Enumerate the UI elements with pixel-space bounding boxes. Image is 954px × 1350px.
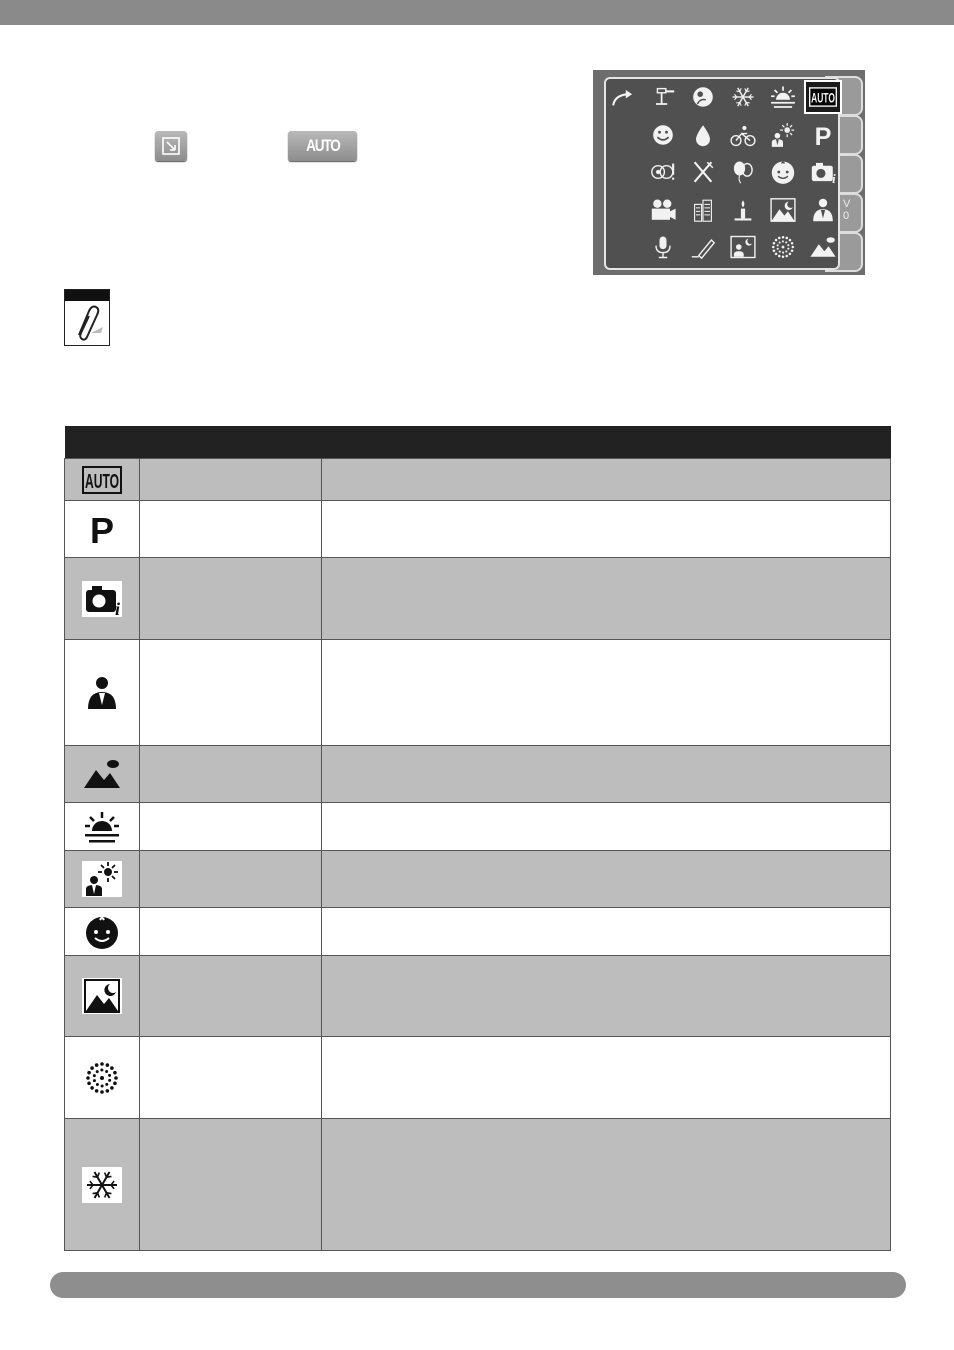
mode-name-cell	[140, 640, 322, 746]
mode-name-cell	[140, 1119, 322, 1251]
table-header-row	[65, 426, 891, 459]
mode-description-cell	[322, 459, 891, 501]
mode-name-cell	[140, 558, 322, 640]
table-row	[65, 851, 891, 908]
scene-cell-intelligent-scene[interactable]	[806, 157, 840, 187]
fireworks-icon	[82, 1069, 122, 1086]
mode-name-cell	[140, 501, 322, 558]
auto-mode-button[interactable]	[288, 131, 357, 161]
mode-description-cell	[322, 956, 891, 1037]
mode-description-cell	[322, 1119, 891, 1251]
voice-recording-icon	[649, 234, 677, 260]
mode-description-cell	[322, 558, 891, 640]
mode-description-cell	[322, 908, 891, 956]
header-icon	[65, 426, 140, 459]
auto-icon	[809, 84, 837, 110]
blink-icon	[649, 159, 677, 185]
mode-description-cell	[322, 851, 891, 908]
table-row	[65, 640, 891, 746]
smile-icon	[649, 122, 677, 148]
scene-cell-sports[interactable]	[726, 120, 760, 150]
night-landscape-icon	[769, 197, 797, 223]
text-mode-icon	[649, 84, 677, 110]
sports-icon	[729, 122, 757, 148]
paperclip-note-icon	[64, 289, 110, 346]
scene-cell-blink[interactable]	[646, 157, 680, 187]
table-row	[65, 1119, 891, 1251]
movie-icon	[649, 197, 677, 223]
scene-cell-night-landscape[interactable]	[766, 195, 800, 225]
mode-icon-cell	[65, 501, 140, 558]
building-icon	[689, 197, 717, 223]
backlight-icon	[769, 122, 797, 148]
scene-cell-sunset[interactable]	[766, 82, 800, 112]
mode-icon-cell	[65, 956, 140, 1037]
scene-cell-party[interactable]	[726, 157, 760, 187]
scene-cell-movie[interactable]	[646, 195, 680, 225]
auto-icon	[82, 470, 122, 493]
mode-icon-cell	[65, 851, 140, 908]
scene-cell-night-portrait[interactable]	[726, 232, 760, 262]
candlelight-icon	[729, 197, 757, 223]
svg-text:P: P	[89, 510, 115, 551]
scene-cell-baby[interactable]	[766, 157, 800, 187]
camera-scene-menu-screen	[593, 70, 865, 275]
mode-icon-cell	[65, 803, 140, 851]
bottom-footer-bar	[50, 1272, 906, 1298]
snow-icon	[82, 1167, 122, 1203]
night-portrait-icon	[729, 234, 757, 260]
program-icon	[82, 510, 122, 551]
table-row	[65, 558, 891, 640]
table-row	[65, 1037, 891, 1119]
tab-v-label: V	[843, 198, 851, 210]
scene-cell-fireworks[interactable]	[766, 232, 800, 262]
scene-cell-candlelight[interactable]	[726, 195, 760, 225]
sunset-icon	[769, 84, 797, 110]
portrait-icon	[809, 197, 837, 223]
portrait-icon	[82, 684, 122, 701]
mode-name-cell	[140, 459, 322, 501]
night-landscape-icon	[82, 978, 122, 1014]
scene-cell-drip[interactable]	[686, 120, 720, 150]
scene-mode-table	[64, 426, 891, 1251]
table-row	[65, 501, 891, 558]
mode-icon-cell	[65, 459, 140, 501]
food-icon	[689, 159, 717, 185]
svg-text:AUTO: AUTO	[811, 89, 835, 106]
scene-cell-program[interactable]	[806, 120, 840, 150]
mode-name-cell	[140, 851, 322, 908]
drip-icon	[689, 122, 717, 148]
mode-icon-cell	[65, 1037, 140, 1119]
table-row	[65, 746, 891, 803]
svg-text:i: i	[115, 598, 121, 619]
scene-mode-icon	[161, 136, 181, 156]
backlight-icon	[82, 861, 122, 897]
program-icon	[809, 122, 837, 151]
intelligent-scene-icon	[809, 159, 837, 185]
table-row	[65, 803, 891, 851]
scene-cell-text-mode[interactable]	[646, 82, 680, 112]
landscape-icon	[82, 765, 122, 782]
scene-cell-smile[interactable]	[646, 120, 680, 150]
snow-icon	[729, 84, 757, 110]
mode-name-cell	[140, 746, 322, 803]
mode-description-cell	[322, 1037, 891, 1119]
mode-name-cell	[140, 803, 322, 851]
baby-icon	[769, 159, 797, 185]
table-row	[65, 908, 891, 956]
mode-icon-cell	[65, 1119, 140, 1251]
scene-cell-kids[interactable]	[686, 82, 720, 112]
scene-cell-food[interactable]	[686, 157, 720, 187]
top-header-bar	[0, 0, 954, 25]
intelligent-scene-icon	[82, 581, 122, 617]
svg-text:i: i	[832, 172, 836, 187]
landscape-icon	[809, 234, 837, 260]
mode-icon-cell	[65, 908, 140, 956]
mode-name-cell	[140, 956, 322, 1037]
party-icon	[729, 159, 757, 185]
fireworks-icon	[769, 234, 797, 260]
mode-name-cell	[140, 908, 322, 956]
sketch-icon	[689, 234, 717, 260]
mode-description-cell	[322, 501, 891, 558]
kids-icon	[689, 84, 717, 110]
table-row	[65, 956, 891, 1037]
scene-grid-panel	[604, 77, 840, 270]
auto-button-label: AUTO	[305, 136, 340, 155]
mode-icon-cell	[65, 640, 140, 746]
scene-cell-backlight[interactable]	[766, 120, 800, 150]
mode-description-cell	[322, 746, 891, 803]
tab-0-label: 0	[843, 210, 850, 222]
sunset-icon	[82, 818, 122, 835]
scene-cell-building[interactable]	[686, 195, 720, 225]
scene-cell-return-arrow[interactable]	[606, 82, 640, 112]
scene-mode-button[interactable]	[155, 131, 187, 161]
mode-icon-cell	[65, 746, 140, 803]
mode-name-cell	[140, 1037, 322, 1119]
baby-icon	[82, 923, 122, 940]
svg-text:P: P	[814, 122, 832, 151]
scene-cell-snow[interactable]	[726, 82, 760, 112]
mode-description-cell	[322, 803, 891, 851]
svg-text:AUTO: AUTO	[85, 470, 119, 493]
return-arrow-icon	[609, 84, 637, 110]
header-description	[322, 426, 891, 459]
mode-icon-cell	[65, 558, 140, 640]
header-mode	[140, 426, 322, 459]
scene-cell-voice-recording[interactable]	[646, 232, 680, 262]
scene-cell-portrait[interactable]	[806, 195, 840, 225]
scene-cell-auto[interactable]	[806, 82, 840, 112]
table-row	[65, 459, 891, 501]
scene-cell-sketch[interactable]	[686, 232, 720, 262]
scene-cell-landscape[interactable]	[806, 232, 840, 262]
mode-description-cell	[322, 640, 891, 746]
